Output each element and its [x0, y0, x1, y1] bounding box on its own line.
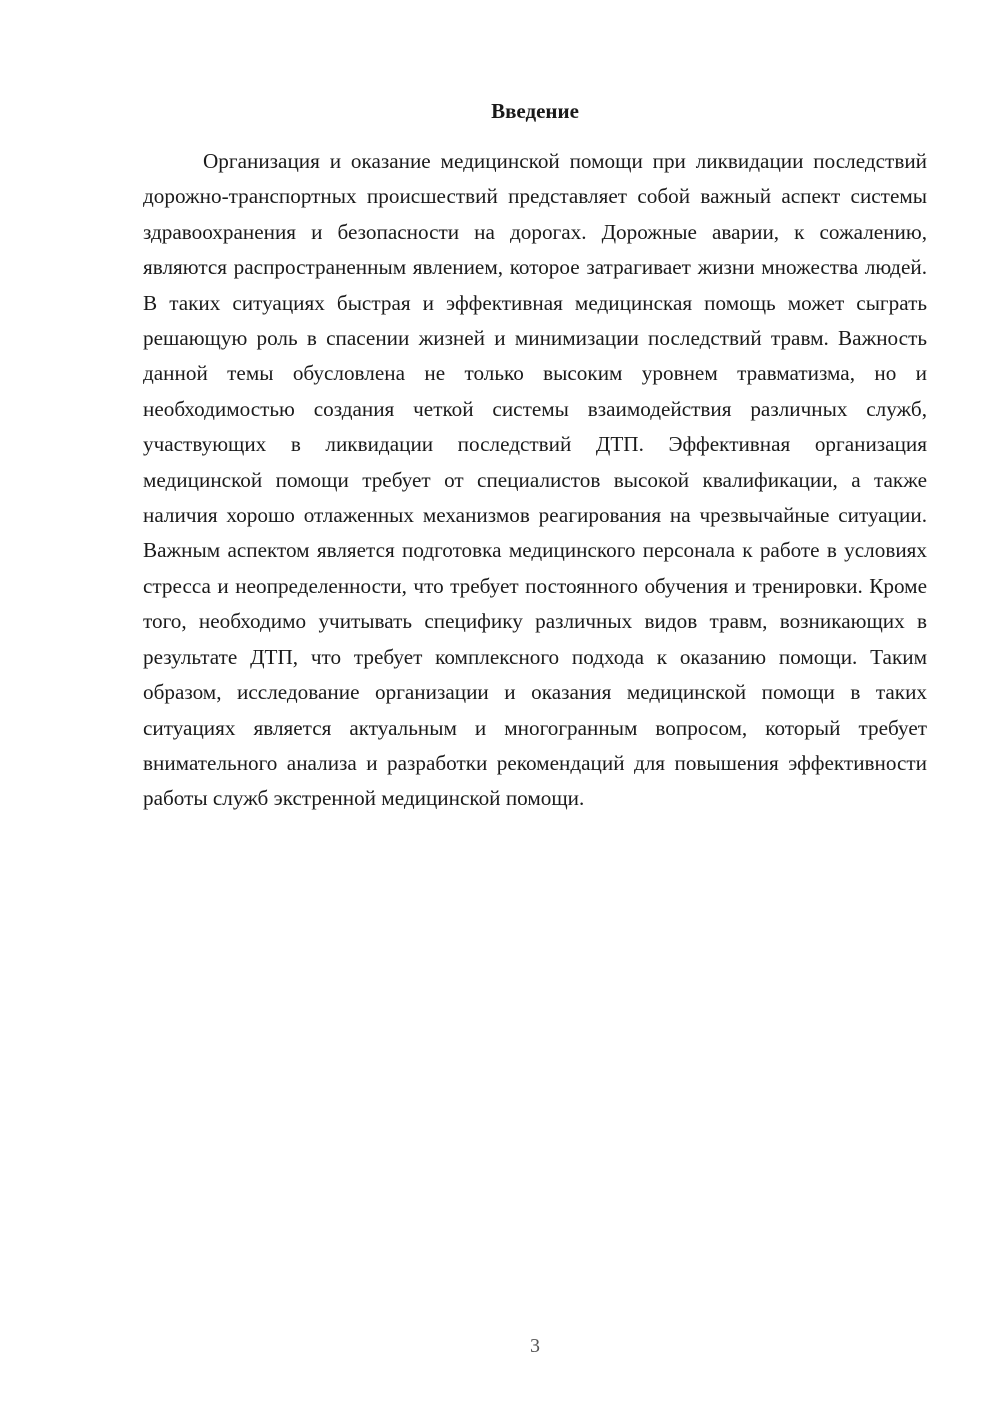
page-number: 3: [530, 1335, 540, 1357]
section-title: Введение: [491, 99, 579, 123]
body-paragraph: Организация и оказание медицинской помощи при ликвидации последствий дорожно-транспортных происшествий представляет собой важный аспект системы здравоохранения и безопасности на дорогах. Дорожные аварии, к сожалению, являются распространенным явлением, которое затрагивает жизни множества людей. В таких ситуациях быстрая и эффективная медицинская помощь может сыграть решающую роль в спасении жизней и минимизации последствий травм. Важность данной темы обусловлена не только высоким уровнем травматизма, но и необходимостью создания четкой системы взаимодействия различных служб, участвующих в ликвидации последствий ДТП. Эффективная организация медицинской помощи требует от специалистов высокой квалификации, а также наличия хорошо отлаженных механизмов реагирования на чрезвычайные ситуации. Важным аспектом является подготовка медицинского персонала к работе в условиях стресса и неопределенности, что требует постоянного обучения и тренировки. Кроме того, необходимо учитывать специфику различных видов травм, возникающих в результате ДТП, что требует комплексного подхода к оказанию помощи. Таким образом, исследование организации и оказания медицинской помощи в таких ситуациях является актуальным и многогранным вопросом, который требует внимательного анализа и разработки рекомендаций для повышения эффективности работы служб экстренной медицинской помощи.: [143, 149, 927, 811]
